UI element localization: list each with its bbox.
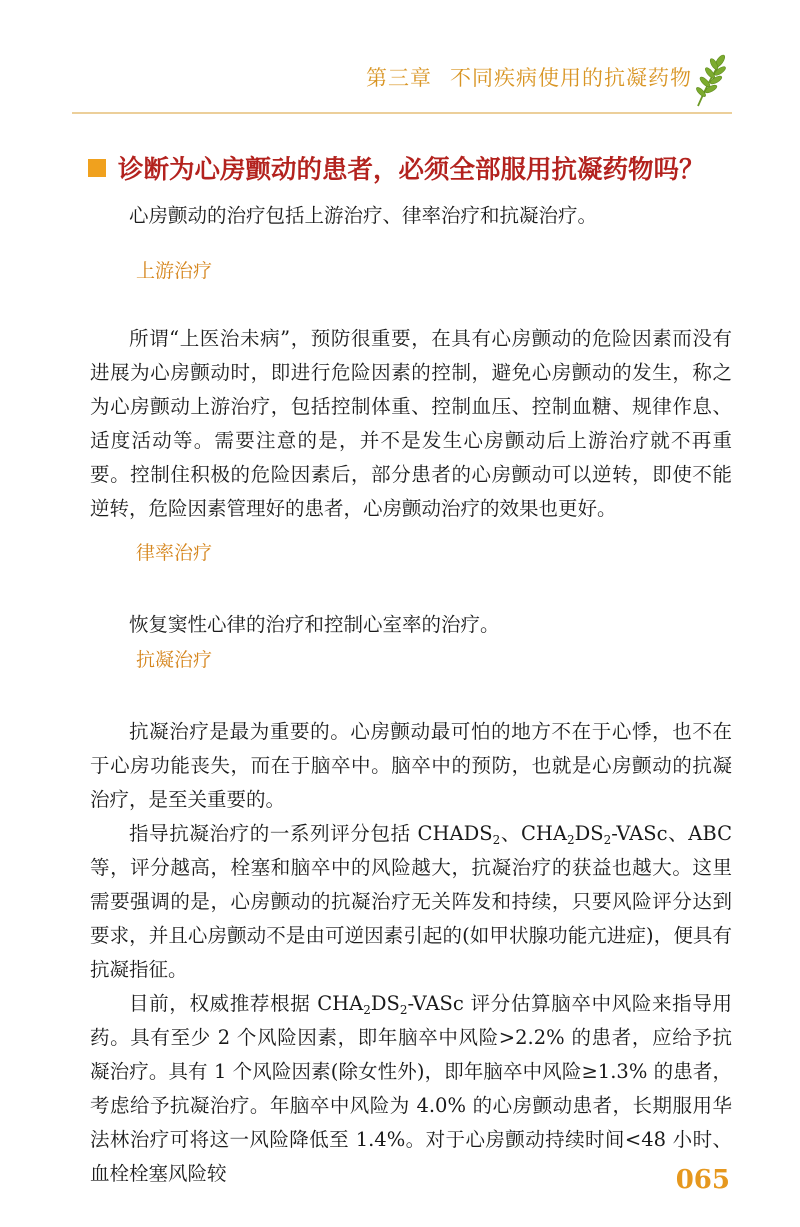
upstream-paragraph: 所谓“上医治未病”，预防很重要，在具有心房颤动的危险因素而没有进展为心房颤动时，即进行危险因素的控制，避免心房颤动的发生，称之为心房颤动上游治疗，包括控制体重、控制血压、控制血糖、规律作息、适度活动等。需要注意的是，并不是发生心房颤动后上游治疗就不再重要。控制住积极的危险因素后，部分患者的心房颤动可以逆转，即使不能逆转，危险因素管理好的患者，心房颤动治疗的效果也更好。 [90, 327, 732, 520]
square-bullet-icon [88, 159, 106, 177]
chapter-label: 第三章 [366, 66, 432, 90]
page-number: 065 [675, 1165, 730, 1195]
anticoag-paragraph-1: 抗凝治疗是最为重要的。心房颤动最可怕的地方不在于心悸，也不在于心房功能丧失，而在于脑卒中。脑卒中的预防，也就是心房颤动的抗凝治疗，是至关重要的。 [90, 720, 732, 811]
header-divider [72, 112, 732, 114]
upstream-block [90, 254, 732, 526]
anticoag-paragraph-2: 指导抗凝治疗的一系列评分包括 $CHADS_2$、$CHA_2DS_2$-VASc、ABC 等，评分越高，栓塞和脑卒中的风险越大，抗凝治疗的获益也越大。这里需要强调的是，心房颤动的抗凝治疗无关阵发和持续，只要风险评分达到要求，并且心房颤动不是由可逆因素引起的(如甲状腺功能亢进症)，便具有抗凝指征。 [90, 822, 732, 981]
intro-paragraph: 心房颤动的治疗包括上游治疗、律率治疗和抗凝治疗。 [129, 204, 598, 227]
intro-block [90, 199, 732, 233]
heading-rhythm-rate-therapy: 律率治疗 [136, 542, 213, 564]
heading-upstream-therapy: 上游治疗 [136, 260, 213, 282]
rate-paragraph: 恢复窦性心律的治疗和控制心室率的治疗。 [129, 613, 500, 636]
chapter-header [366, 62, 692, 92]
anticoag-paragraph-3: 目前，权威推荐根据 $CHA_2DS_2$-VASc 评分估算脑卒中风险来指导用药。具有至少 2 个风险因素，即年脑卒中风险>2.2% 的患者，应给予抗凝治疗。具有 1 个风险因素(除女性外)，即年脑卒中风险≥1.3% 的患者，考虑给予抗凝治疗。年脑卒中风险为 4.0% 的心房颤动患者，长期服用华法林治疗可将这一风险降低至 1.4%。对于心房颤动持续时间<48 小时、血栓栓塞风险较 [90, 992, 732, 1185]
section-title [88, 150, 748, 186]
rate-block [90, 536, 732, 642]
section-title-text: 诊断为心房颤动的患者，必须全部服用抗凝药物吗？ [118, 155, 705, 185]
leaf-sprig-icon [690, 52, 730, 108]
anticoag-block [90, 643, 732, 1191]
heading-anticoagulation-therapy: 抗凝治疗 [136, 649, 213, 671]
chapter-title: 不同疾病使用的抗凝药物 [450, 66, 692, 90]
